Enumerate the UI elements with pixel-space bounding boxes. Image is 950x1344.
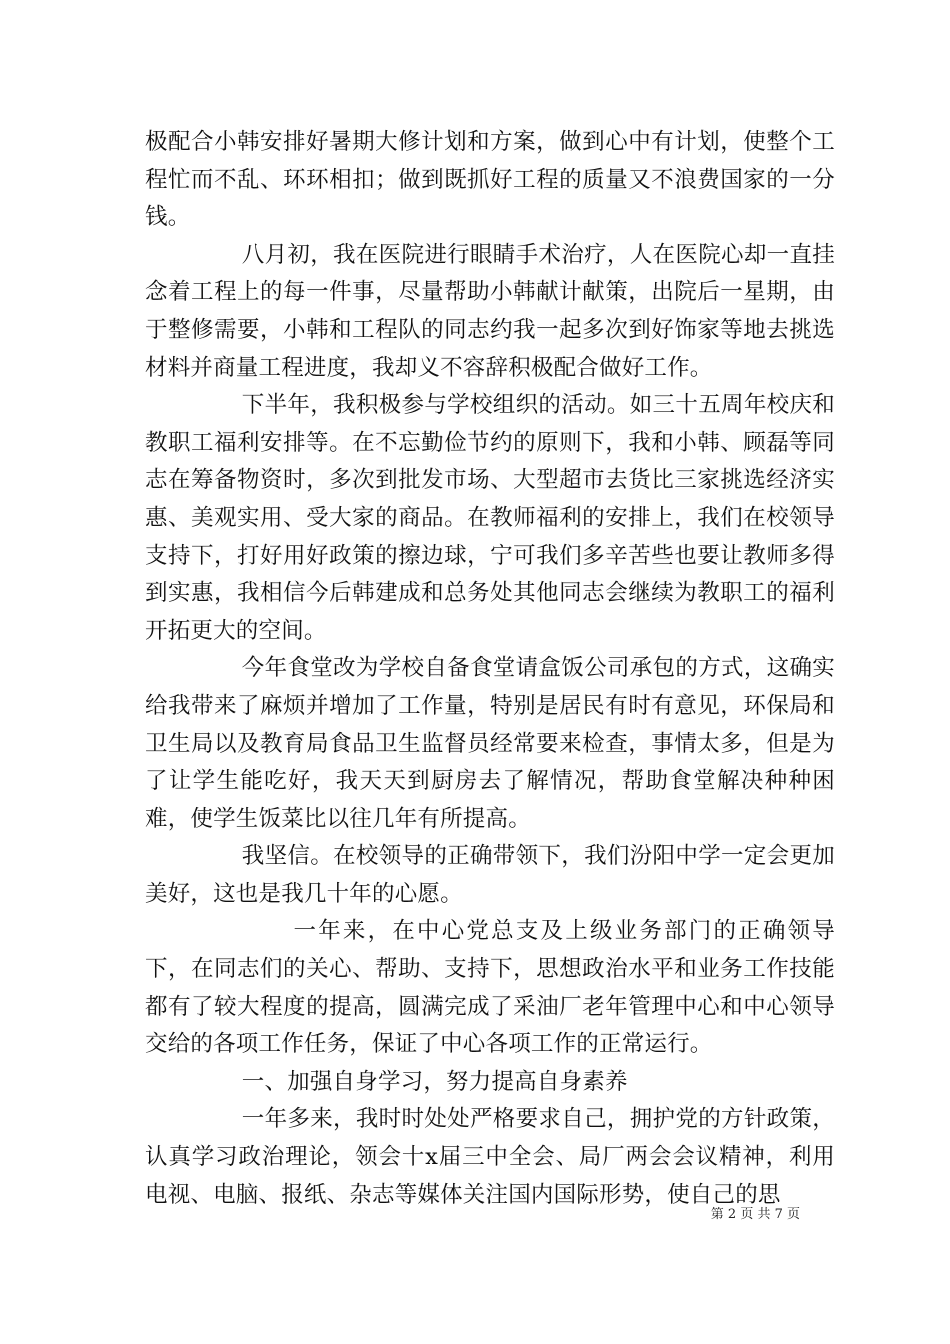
page-footer: 第 2 页 共 7 页 — [710, 1207, 800, 1222]
paragraph-1: 极配合小韩安排好暑期大修计划和方案，做到心中有计划，使整个工程忙而不乱、环环相扣；做到既抓好工程的质量又不浪费国家的一分钱。 — [145, 129, 835, 231]
paragraph-2: 八月初，我在医院进行眼睛手术治疗，人在医院心却一直挂念着工程上的每一件事，尽量帮助小韩献计献策，出院后一星期，由于整修需要，小韩和工程队的同志约我一起多次到好饰家等地去挑选材料并商量工程进度，我却义不容辞积极配合做好工作。 — [145, 241, 835, 381]
paragraph-4: 今年食堂改为学校自备食堂请盒饭公司承包的方式，这确实给我带来了麻烦并增加了工作量，特别是居民有时有意见，环保局和卫生局以及教育局食品卫生监督员经常要来检查，事情太多，但是为了让学生能吃好，我天天到厨房去了解情况，帮助食堂解决种种困难，使学生饭菜比以往几年有所提高。 — [145, 655, 835, 832]
paragraph-3: 下半年，我积极参与学校组织的活动。如三十五周年校庆和教职工福利安排等。在不忘勤俭节约的原则下，我和小韩、顾磊等同志在筹备物资时，多次到批发市场、大型超市去货比三家挑选经济实惠、美观实用、受大家的商品。在教师福利的安排上，我们在校领导支持下，打好用好政策的擦边球，宁可我们多辛苦些也要让教师多得到实惠，我相信今后韩建成和总务处其他同志会继续为教职工的福利开拓更大的空间。 — [145, 392, 835, 644]
paragraph-5: 我坚信。在校领导的正确带领下，我们汾阳中学一定会更加美好，这也是我几十年的心愿。 — [145, 843, 835, 907]
section-heading: 一、加强自身学习，努力提高自身素养 — [241, 1068, 628, 1095]
paragraph-7: 一年多来，我时时处处严格要求自己，拥护党的方针政策，认真学习政治理论，领会十x届三中全会、局厂两会会议精神，利用电视、电脑、报纸、杂志等媒体关注国内国际形势，使自己的思 — [145, 1106, 835, 1208]
document-body — [145, 124, 835, 1214]
paragraph-6: 一年来，在中心党总支及上级业务部门的正确领导下，在同志们的关心、帮助、支持下，思想政治水平和业务工作技能都有了较大程度的提高，圆满完成了采油厂老年管理中心和中心领导交给的各项工作任务，保证了中心各项工作的正常运行。 — [145, 918, 835, 1058]
